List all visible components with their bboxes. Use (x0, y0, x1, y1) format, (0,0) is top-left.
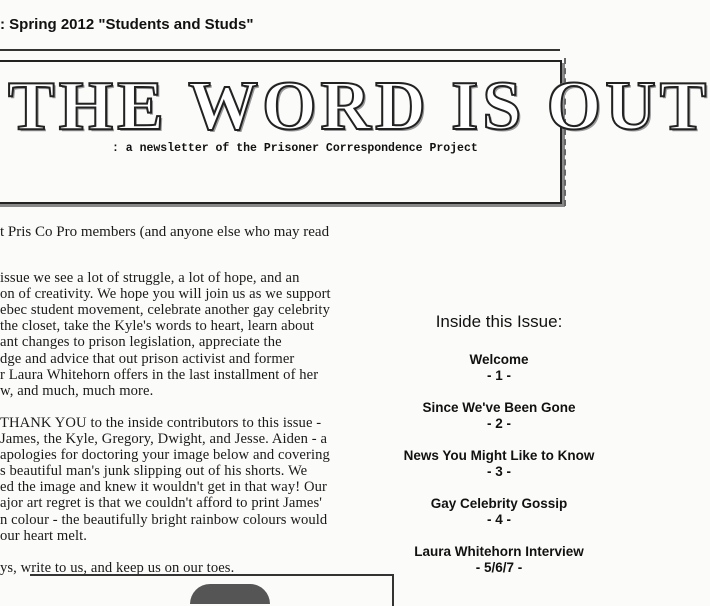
body-line: n colour - the beautifully bright rainbow colours would (0, 511, 328, 528)
body-line: the closet, take the Kyle's words to heart, learn about (0, 318, 315, 335)
contents-item (398, 400, 600, 432)
body-line: apologies for doctoring your image below and covering (0, 447, 330, 464)
body-line: ys, write to us, and keep us on our toes. (0, 559, 235, 576)
body-line: ebec student movement, celebrate another gay celebrity (0, 302, 330, 319)
image-fragment (190, 584, 270, 604)
contents-item (398, 448, 600, 480)
body-line: s beautiful man's junk slipping out of his shorts. We (0, 463, 308, 480)
body-line: James, the Kyle, Gregory, Dwight, and Jesse. Aiden - a (0, 431, 328, 447)
body-line: ant changes to prison legislation, appreciate the (0, 334, 282, 351)
body-line: our heart melt. (0, 527, 88, 544)
issue-line: : Spring 2012 "Students and Studs" (0, 16, 254, 33)
contents-sidebar (398, 312, 600, 592)
newsletter-title: THE WORD IS OUT (8, 68, 710, 145)
contents-item-label: News You Might Like to Know (403, 448, 595, 463)
newsletter-subtitle: : a newsletter of the Prisoner Correspondence Project (112, 142, 478, 155)
contents-item-page: - 4 - (486, 512, 511, 527)
body-line: ajor art regret is that we couldn't afford to print James' (0, 495, 323, 512)
greeting-line: t Pris Co Pro members (and anyone else who may read (0, 224, 330, 240)
body-line: dge and advice that out prison activist and former (0, 350, 295, 367)
contents-item-label: Welcome (469, 352, 529, 367)
contents-item-page: - 1 - (486, 368, 511, 383)
contents-item (398, 544, 600, 576)
body-line: r Laura Whitehorn offers in the last installment of her (0, 366, 319, 383)
contents-item-page: - 3 - (486, 464, 511, 479)
body-line: on of creativity. We hope you will join us as we support (0, 286, 331, 303)
body-line: issue we see a lot of struggle, a lot of hope, and an (0, 270, 300, 286)
body-line: THANK YOU to the inside contributors to this issue - (0, 414, 322, 431)
body-line: ed the image and knew it wouldn't get in that way! Our (0, 479, 327, 496)
contents-item (398, 496, 600, 528)
contents-item-page: - 5/6/7 - (475, 560, 523, 575)
contents-item-label: Gay Celebrity Gossip (430, 496, 568, 511)
contents-title: Inside this Issue: (435, 312, 563, 331)
body-line: w, and much, much more. (0, 382, 154, 399)
contents-item-page: - 2 - (486, 416, 511, 431)
contents-item-label: Since We've Been Gone (422, 400, 576, 415)
contents-item-label: Laura Whitehorn Interview (414, 544, 584, 559)
contents-item (398, 352, 600, 384)
top-rule (0, 49, 560, 51)
